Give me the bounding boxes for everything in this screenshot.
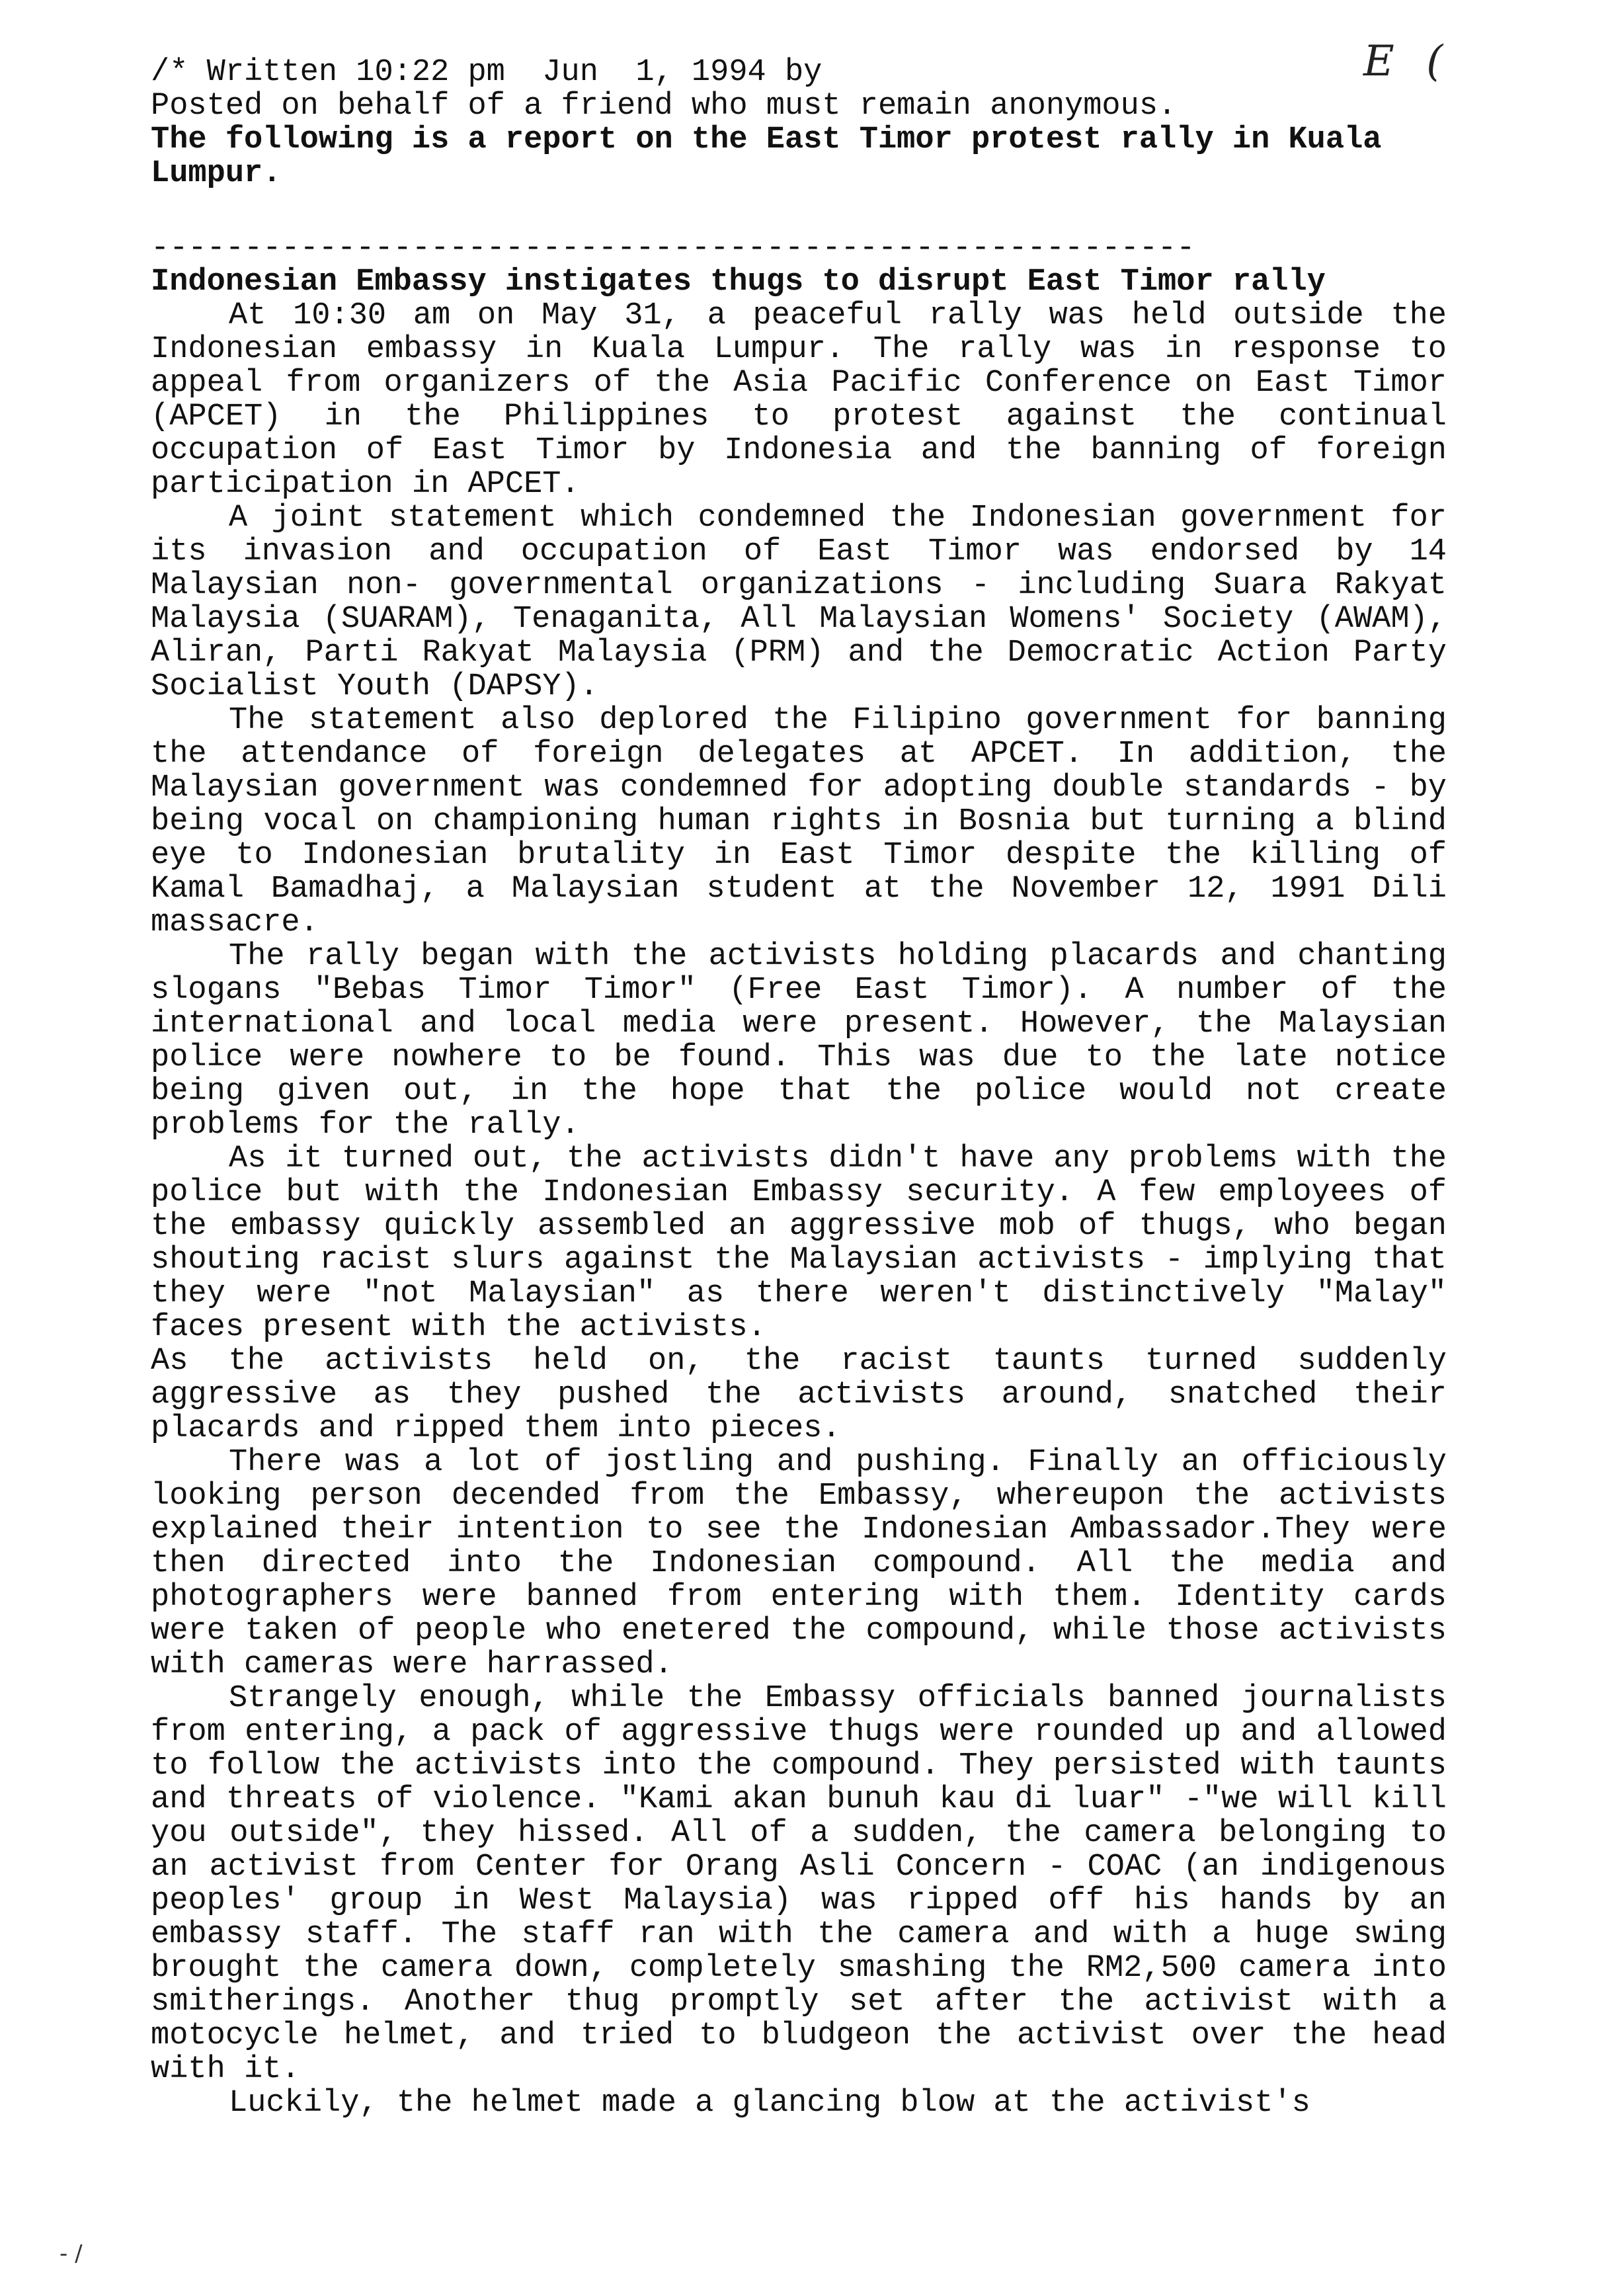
paragraph-3: The statement also deplored the Filipino government for banning the attendance of foreign delegates at APCET. In addition, the Malaysian government was condemned for adopting double standards - by being vocal on championing human rights in Bosnia but turning a blind eye to Indonesian brutality in East Timor despite the killing of Kamal Bamadhaj, a Malaysian student at the November 12, 1991 Dili massacre. bbox=[151, 703, 1447, 940]
posted-line: Posted on behalf of a friend who must remain anonymous. bbox=[151, 89, 1177, 124]
paragraph-1: At 10:30 am on May 31, a peaceful rally was held outside the Indonesian embassy in Kuala Lumpur. The rally was in response to appeal from organizers of the Asia Pacific Conference on East Timor (APCET) in the Philippines to protest against the continual occupation of East Timor by Indonesia and the banning of foreign participation in APCET. bbox=[151, 298, 1447, 502]
paragraph-7: There was a lot of jostling and pushing. Finally an officiously looking person decended from the Embassy, whereupon the activists explained their intention to see the Indonesian Ambassador.They were then directed into the Indonesian compound. All the media and photographers were banned from entering with them. Identity cards were taken of people who enetered the compound, while those activists with cameras were harrassed. bbox=[151, 1445, 1447, 1682]
written-line: /* Written 10:22 pm Jun 1, 1994 by bbox=[151, 55, 823, 90]
article-headline: Indonesian Embassy instigates thugs to disrupt East Timor rally bbox=[151, 265, 1326, 300]
document-page bbox=[151, 56, 1447, 2120]
footer-mark: - / bbox=[60, 2240, 83, 2267]
paragraph-8: Strangely enough, while the Embassy officials banned journalists from entering, a pack of aggressive thugs were rounded up and allowed to follow the activists into the compound. They persisted with taunts and threats of violence. "Kami akan bunuh kau di luar" -"we will kill you outside", they hissed. All of a sudden, the camera belonging to an activist from Center for Orang Asli Concern - COAC (an indigenous peoples' group in West Malaysia) was ripped off his hands by an embassy staff. The staff ran with the camera and with a huge swing brought the camera down, completely smashing the RM2,500 camera into smitherings. Another thug promptly set after the activist with a motocycle helmet, and tried to bludgeon the activist over the head with it. bbox=[151, 1681, 1447, 2087]
paragraph-2: A joint statement which condemned the Indonesian government for its invasion and occupation of East Timor was endorsed by 14 Malaysian non- governmental organizations - including Suara Rakyat Malaysia (SUARAM), Tenaganita, All Malaysian Womens' Society (AWAM), Aliran, Parti Rakyat Malaysia (PRM) and the Democratic Action Party Socialist Youth (DAPSY). bbox=[151, 501, 1447, 704]
paragraph-9: Luckily, the helmet made a glancing blow at the activist's bbox=[229, 2086, 1310, 2121]
paragraph-5: As it turned out, the activists didn't have any problems with the police but with the Indonesian Embassy security. A few employees of the embassy quickly assembled an aggressive mob of thugs, who began shouting racist slurs against the Malaysian activists - implying that they were "not Malaysian" as there weren't distinctively "Malay" faces present with the activists. bbox=[151, 1141, 1447, 1345]
paragraph-6: As the activists held on, the racist taunts turned suddenly aggressive as they pushed the activists around, snatched their placards and ripped them into pieces. bbox=[151, 1344, 1447, 1446]
paragraph-4: The rally began with the activists holding placards and chanting slogans "Bebas Timor Timor" (Free East Timor). A number of the international and local media were present. However, the Malaysian police were nowhere to be found. This was due to the late notice being given out, in the hope that the police would not create problems for the rally. bbox=[151, 939, 1447, 1143]
report-summary: The following is a report on the East Timor protest rally in Kuala Lumpur. bbox=[151, 122, 1382, 191]
divider-line: -------------------------------------------------------- bbox=[151, 231, 1195, 265]
handwritten-annotation: E ( bbox=[1363, 37, 1453, 86]
